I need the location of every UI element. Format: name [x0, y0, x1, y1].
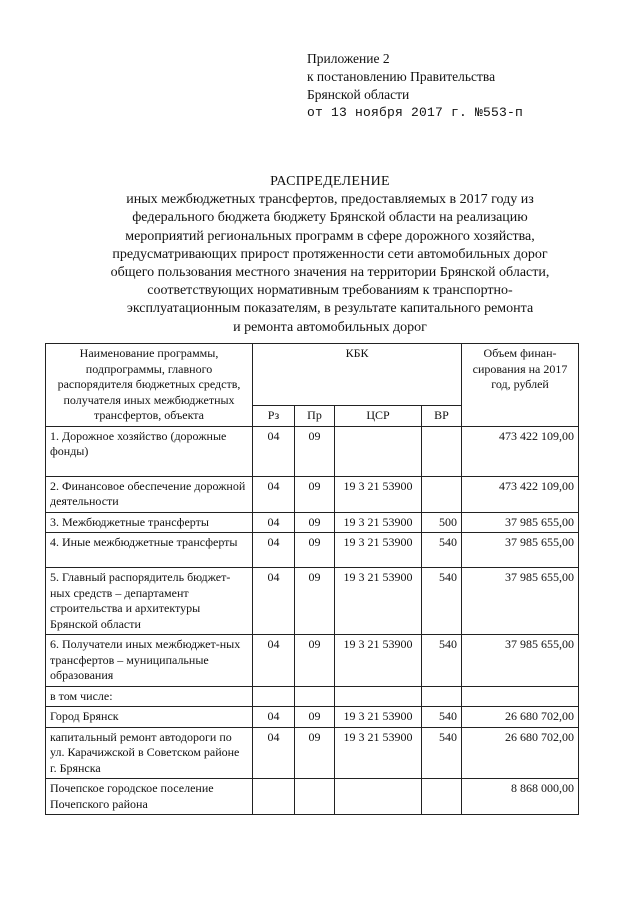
- row-vr: [422, 686, 462, 707]
- row-vr: 540: [422, 635, 462, 687]
- row-sum: [462, 686, 579, 707]
- row-name: 5. Главный распорядитель бюджет-ных средств – департамент строительства и архитектуры Брянской области: [46, 568, 253, 635]
- row-name: Город Брянск: [46, 707, 253, 728]
- row-csr: [335, 426, 422, 476]
- table-row: [46, 779, 579, 815]
- row-pr: 09: [295, 568, 335, 635]
- row-vr: 500: [422, 512, 462, 533]
- title-line: общего пользования местного значения на территории Брянской области,: [110, 265, 550, 281]
- row-csr: [335, 686, 422, 707]
- row-pr: [295, 686, 335, 707]
- header-name: Наименование программы, подпрограммы, главного распорядителя бюджетных средств, получателя иных межбюджетных трансфертов, объекта: [46, 344, 253, 427]
- row-csr: 19 3 21 53900: [335, 568, 422, 635]
- table-row: [46, 512, 579, 533]
- appendix-date-number: от 13 ноября 2017 г. №553-п: [307, 105, 524, 120]
- row-csr: 19 3 21 53900: [335, 635, 422, 687]
- row-sum: 37 985 655,00: [462, 512, 579, 533]
- row-sum: 37 985 655,00: [462, 533, 579, 568]
- row-vr: [422, 476, 462, 512]
- header-kbk: КБК: [253, 344, 462, 406]
- row-rz: 04: [253, 727, 295, 779]
- row-rz: 04: [253, 533, 295, 568]
- title-line: соответствующих нормативным требованиям к транспортно-: [147, 283, 513, 299]
- row-vr: 540: [422, 533, 462, 568]
- row-rz: [253, 686, 295, 707]
- header-vr: ВР: [422, 405, 462, 426]
- title-line: предусматривающих прирост протяженности сети автомобильных дорог: [112, 246, 548, 262]
- row-pr: 09: [295, 635, 335, 687]
- row-name: 1. Дорожное хозяйство (дорожные фонды): [46, 426, 253, 476]
- row-name: 4. Иные межбюджетные трансферты: [46, 533, 253, 568]
- table-row: [46, 533, 579, 568]
- appendix-resolution: к постановлению Правительства: [307, 69, 496, 84]
- row-rz: [253, 779, 295, 815]
- title-heading: РАСПРЕДЕЛЕНИЕ: [270, 174, 390, 189]
- row-name: 6. Получатели иных межбюджет-ных трансфертов – муниципальные образования: [46, 635, 253, 687]
- row-pr: 09: [295, 512, 335, 533]
- header-pr: Пр: [295, 405, 335, 426]
- row-rz: 04: [253, 426, 295, 476]
- row-sum: 473 422 109,00: [462, 426, 579, 476]
- row-name: капитальный ремонт автодороги по ул. Карачижской в Советском районе г. Брянска: [46, 727, 253, 779]
- row-pr: 09: [295, 533, 335, 568]
- title-line: и ремонта автомобильных дорог: [233, 319, 427, 335]
- row-sum: 26 680 702,00: [462, 727, 579, 779]
- row-csr: 19 3 21 53900: [335, 512, 422, 533]
- distribution-table: [45, 343, 579, 815]
- row-vr: [422, 779, 462, 815]
- row-sum: 473 422 109,00: [462, 476, 579, 512]
- title-line: федерального бюджета бюджету Брянской области на реализацию: [132, 210, 528, 226]
- row-pr: 09: [295, 707, 335, 728]
- row-rz: 04: [253, 476, 295, 512]
- row-rz: 04: [253, 568, 295, 635]
- appendix-region: Брянской области: [307, 87, 410, 102]
- row-vr: 540: [422, 568, 462, 635]
- appendix-number: Приложение 2: [307, 51, 390, 66]
- table-row: [46, 426, 579, 476]
- row-name: 2. Финансовое обеспечение дорожной деятельности: [46, 476, 253, 512]
- row-rz: 04: [253, 707, 295, 728]
- table-row: [46, 568, 579, 635]
- header-rz: Рз: [253, 405, 295, 426]
- title-line: эксплуатационным показателям, в результате капитального ремонта: [126, 301, 534, 317]
- table-row: [46, 707, 579, 728]
- row-pr: [295, 779, 335, 815]
- document-title: [60, 173, 600, 337]
- title-line: иных межбюджетных трансфертов, предоставляемых в 2017 году из: [126, 192, 534, 208]
- table-row: [46, 635, 579, 687]
- row-csr: 19 3 21 53900: [335, 533, 422, 568]
- row-rz: 04: [253, 512, 295, 533]
- row-pr: 09: [295, 727, 335, 779]
- table-row: [46, 727, 579, 779]
- appendix-block: [307, 50, 523, 122]
- table-row: [46, 476, 579, 512]
- header-sum: Объем финан-сирования на 2017 год, рублей: [462, 344, 579, 427]
- row-pr: 09: [295, 476, 335, 512]
- row-csr: [335, 779, 422, 815]
- header-csr: ЦСР: [335, 405, 422, 426]
- row-rz: 04: [253, 635, 295, 687]
- row-sum: 37 985 655,00: [462, 568, 579, 635]
- row-name: 3. Межбюджетные трансферты: [46, 512, 253, 533]
- row-name: Почепское городское поселение Почепского района: [46, 779, 253, 815]
- table-header-row: [46, 344, 579, 406]
- row-sum: 8 868 000,00: [462, 779, 579, 815]
- row-vr: 540: [422, 727, 462, 779]
- title-line: мероприятий региональных программ в сфере дорожного хозяйства,: [125, 228, 535, 244]
- row-vr: [422, 426, 462, 476]
- row-vr: 540: [422, 707, 462, 728]
- row-csr: 19 3 21 53900: [335, 727, 422, 779]
- row-name: в том числе:: [46, 686, 253, 707]
- row-sum: 37 985 655,00: [462, 635, 579, 687]
- row-sum: 26 680 702,00: [462, 707, 579, 728]
- row-pr: 09: [295, 426, 335, 476]
- row-csr: 19 3 21 53900: [335, 476, 422, 512]
- table-row: [46, 686, 579, 707]
- row-csr: 19 3 21 53900: [335, 707, 422, 728]
